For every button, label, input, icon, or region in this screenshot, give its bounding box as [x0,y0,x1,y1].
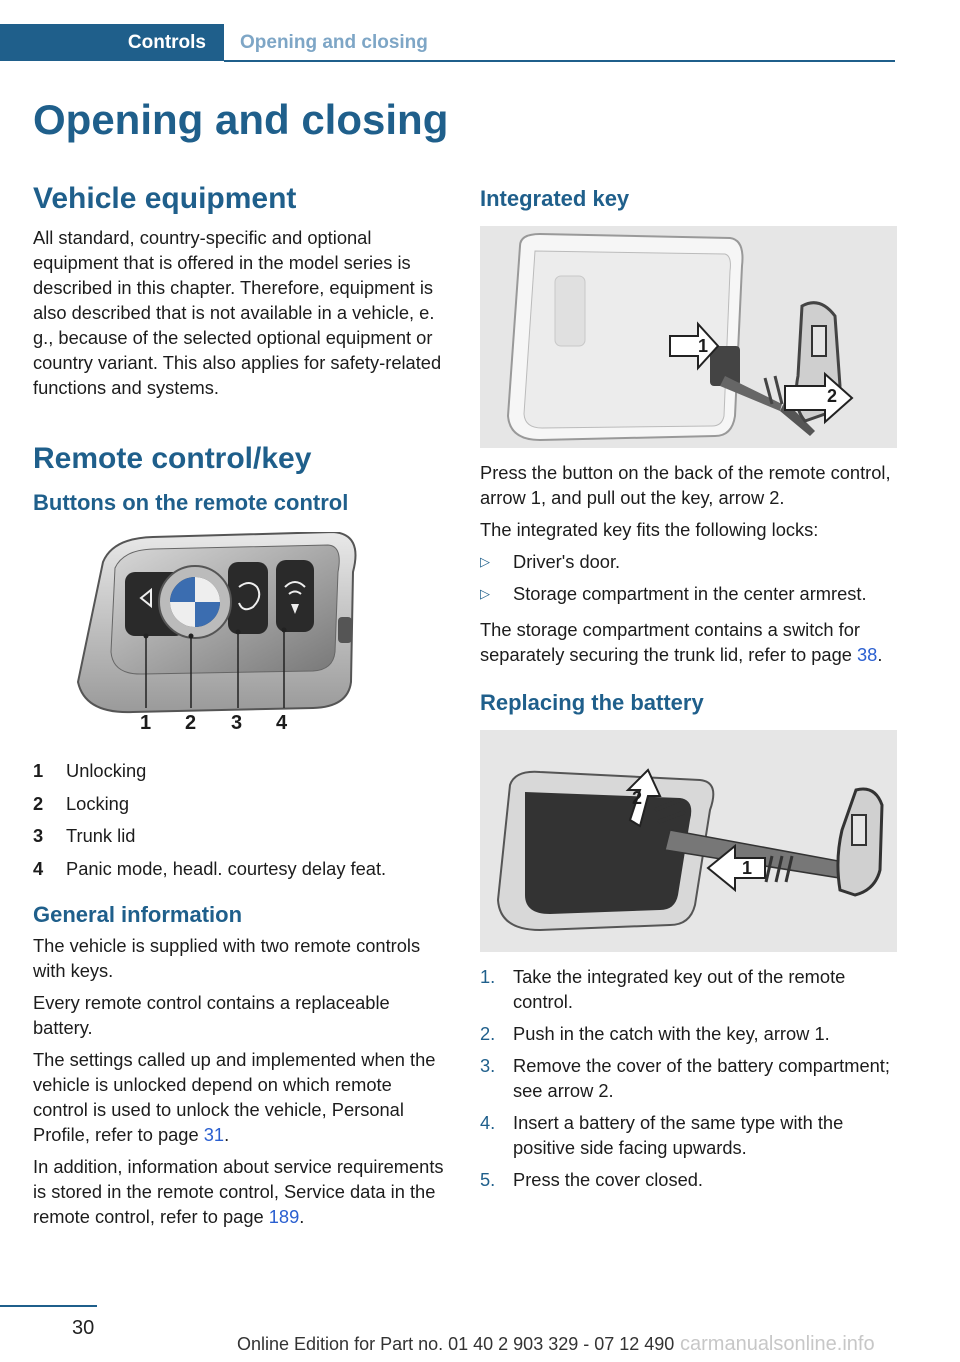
triangle-bullet-icon: ▷ [480,586,490,601]
integrated-key-p3: The storage compartment contains a switch for separately securing the trunk lid, refer to page 38. [480,619,883,665]
list-item: 2 Locking [33,792,130,814]
page-link-189[interactable]: 189 [268,1205,300,1227]
callout-3: 3 [231,712,243,734]
integrated-key-heading: Integrated key [480,186,630,211]
right-column [480,182,898,1199]
general-p1: The vehicle is supplied with two remote controls with keys. [33,934,421,981]
list-item: 2. Push in the catch with the key, arrow 1. [480,1023,830,1044]
page-link-38[interactable]: 38 [857,644,878,665]
integrated-key-p1: Press the button on the back of the remote control, arrow 1, and pull out the key, arrow 2. [480,462,891,508]
locks-list [480,549,898,606]
page-number: 30 [72,1317,95,1339]
general-p2: Every remote control contains a replaceable battery. [33,991,390,1038]
buttons-heading: Buttons on the remote control [33,490,349,515]
list-item: 4. Insert a battery of the same type with the positive side facing upwards. [480,1112,844,1158]
page-header [0,24,895,62]
vehicle-equipment-heading: Vehicle equipment [33,182,297,215]
remote-control-heading: Remote control/key [33,442,312,475]
list-item: 4 Panic mode, headl. courtesy delay feat. [33,857,387,879]
integrated-key-p2: The integrated key fits the following locks: [480,519,819,540]
callout-4: 4 [276,712,288,734]
header-rule [224,60,895,62]
list-item: ▷ Driver's door. [480,551,621,572]
page-link-31[interactable]: 31 [203,1123,225,1145]
arrow-2-label: 2 [632,788,643,808]
watermark: carmanualsonline.info [680,1333,875,1355]
callout-2: 2 [185,712,197,734]
left-column [33,182,451,1229]
page-title: Opening and closing [33,96,449,143]
list-item: 3. Remove the cover of the battery compartment; see arrow 2. [480,1055,890,1101]
arrow-1-label: 1 [698,336,709,356]
replacing-battery-heading: Replacing the battery [480,690,704,715]
list-item: ▷ Storage compartment in the center armrest. [480,583,867,604]
battery-replacement-icon [480,730,897,952]
integrated-key-figure [480,226,897,448]
edition-text: Online Edition for Part no. 01 40 2 903 329 - 07 12 490 [237,1334,675,1354]
triangle-bullet-icon: ▷ [480,554,490,569]
arrow-2-label: 2 [827,386,838,406]
general-p3: The settings called up and implemented when the vehicle is unlocked depend on which remote control is used to unlock the vehicle, Personal Profile, refer to page 31. [33,1048,436,1145]
section-tab[interactable]: Controls [0,24,224,61]
key-removal-icon [480,226,897,448]
list-item: 1. Take the integrated key out of the remote control. [480,966,846,1012]
arrow-1-label: 1 [742,858,753,878]
footer-rule [0,1305,97,1307]
remote-buttons-list [33,758,451,881]
general-info-heading: General information [33,901,243,927]
callout-1: 1 [140,712,152,734]
list-item: 3 Trunk lid [33,825,136,846]
list-item: 5. Press the cover closed. [480,1169,704,1190]
battery-steps-list [480,964,898,1192]
general-p4: In addition, information about service requirements is stored in the remote control, Service data in the remote control, refer to page 189. [33,1155,444,1227]
vehicle-equipment-text: All standard, country-specific and optional equipment that is offered in the model series is described in this chapter. Therefore, equipment is also described that is not available in a vehicle, e. g., because of the selected optional equipment or country variant. This also applies for safety-related functions and systems. [33,227,442,398]
list-item: 1 Unlocking [33,760,147,781]
battery-figure [480,730,897,952]
remote-control-figure [33,532,451,746]
subsection-label: Opening and closing [240,31,428,53]
